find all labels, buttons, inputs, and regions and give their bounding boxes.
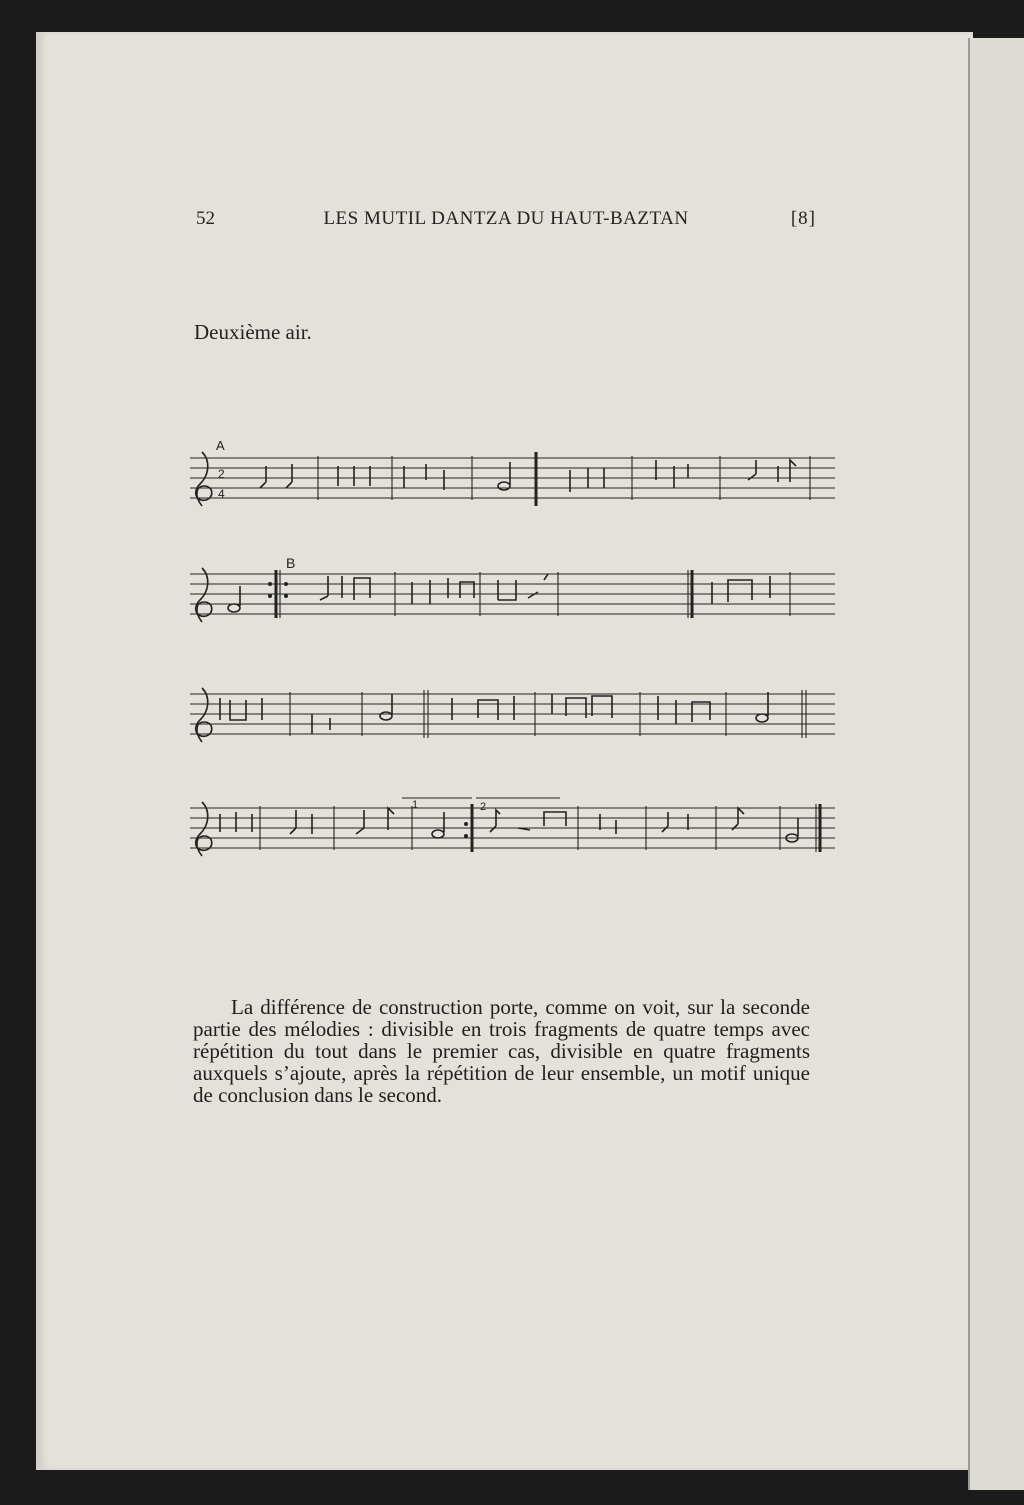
running-header [196, 208, 816, 234]
section-heading: Deuxième air. [194, 320, 312, 344]
staff-4 [190, 798, 835, 852]
page-number: 52 [196, 208, 215, 229]
volta-2-label: 2 [480, 801, 487, 813]
music-score [180, 430, 840, 890]
note-marks [220, 460, 798, 842]
time-signature-bottom: 4 [218, 487, 225, 501]
staff-3 [190, 690, 835, 738]
repeat-dots [268, 582, 468, 838]
body-paragraph: La différence de construction porte, comme on voit, sur la seconde partie des mélodies : divisible en trois fragments de quatre temps avec répétition du tout dans le premier cas, divisible en quatre fragments auxquels s’ajoute, après la répétition de leur ensemble, un motif unique de conclusion dans le second. [193, 995, 810, 1107]
chapter-marker: [8] [790, 208, 816, 229]
handwritten-score [180, 430, 840, 890]
section-b-label: B [286, 555, 296, 571]
staff-1 [190, 452, 835, 506]
volta-1-label: 1 [412, 799, 419, 811]
staff-2 [190, 570, 835, 618]
section-a-label: A [216, 438, 225, 453]
treble-clefs [196, 452, 212, 856]
running-title: LES MUTIL DANTZA DU HAUT-BAZTAN [323, 208, 689, 229]
time-signature-top: 2 [218, 467, 225, 481]
adjacent-page-edge [968, 38, 1024, 1490]
